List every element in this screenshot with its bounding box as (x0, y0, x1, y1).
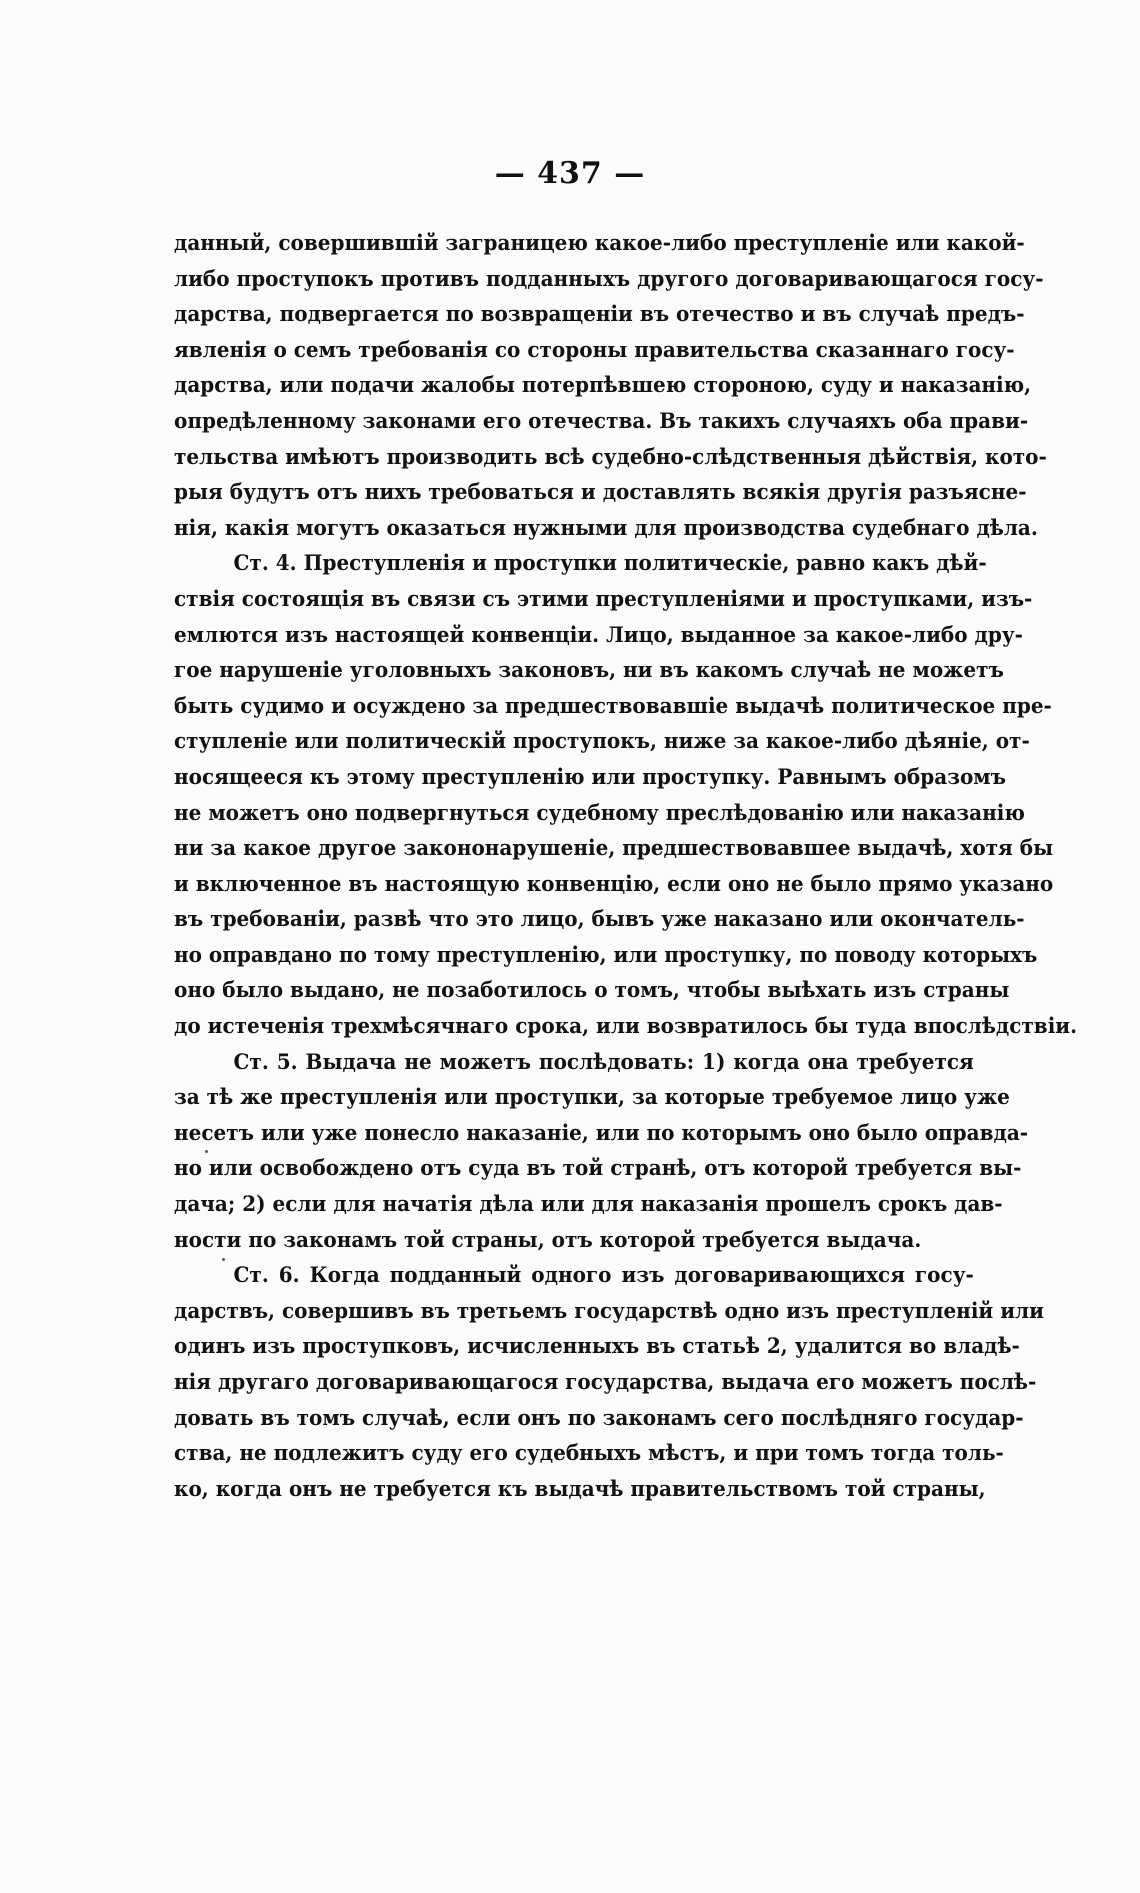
text-line: ства, не подлежитъ суду его судебныхъ мѣстъ, и при томъ тогда толь- (174, 1441, 1004, 1467)
text-line: до истеченія трехмѣсячнаго срока, или возвратилось бы туда впослѣдствіи. (174, 1014, 1078, 1040)
text-line: носящееся къ этому преступленію или проступку. Равнымъ образомъ (174, 764, 1007, 790)
paper-speck (205, 1150, 208, 1153)
text-line: въ требованіи, развѣ что это лицо, бывъ уже наказано или окончатель- (174, 907, 1025, 933)
text-line: довать въ томъ случаѣ, если онъ по законамъ сего послѣдняго государ- (174, 1405, 1024, 1431)
text-line: оно было выдано, не позаботилось о томъ, чтобы выѣхать изъ страны (174, 978, 1010, 1004)
page-number: — 437 — (494, 156, 646, 191)
text-line: и включенное въ настоящую конвенцію, если оно не было прямо указано (174, 871, 1054, 897)
text-line: нія другаго договаривающагося государства, выдача его можетъ послѣ- (174, 1370, 1037, 1395)
text-line: дача; 2) если для начатія дѣла или для наказанія прошелъ срокъ дав- (174, 1192, 1003, 1218)
text-line: но оправдано по тому преступленію, или проступку, по поводу которыхъ (174, 942, 1038, 968)
text-line: за тѣ же преступленія или проступки, за которые требуемое лицо уже (174, 1085, 1010, 1111)
text-line: нія, какія могутъ оказаться нужными для производства судебнаго дѣла. (174, 515, 1038, 541)
text-line: ступленіе или политическій проступокъ, ниже за какое-либо дѣяніе, от- (174, 729, 1030, 755)
text-line: Ст. 4. Преступленія и проступки политическіе, равно какъ дѣй- (233, 551, 987, 577)
text-line: одинъ изъ проступковъ, исчисленныхъ въ статьѣ 2, удалится во владѣ- (174, 1334, 1020, 1360)
text-line: Ст. 5. Выдача не можетъ послѣдовать: 1) когда она требуется (233, 1049, 974, 1075)
text-line: явленія о семъ требованія со стороны правительства сказаннаго госу- (174, 337, 1015, 363)
text-line: несетъ или уже понесло наказаніе, или по которымъ оно было оправда- (174, 1120, 1029, 1146)
paper-speck (222, 1258, 225, 1261)
text-line: данный, совершившій заграницею какое-либо преступленіе или какой- (174, 231, 1025, 256)
text-line: не можетъ оно подвергнуться судебному преслѣдованію или наказанію (174, 800, 1025, 826)
text-line: тельства имѣютъ производить всѣ судебно-слѣдственныя дѣйствія, кото- (174, 444, 1047, 470)
text-line: ко, когда онъ не требуется къ выдачѣ правительствомъ той страны, (174, 1476, 986, 1502)
text-line: либо проступокъ противъ подданныхъ другого договаривающагося госу- (174, 266, 1044, 292)
text-line: рыя будутъ отъ нихъ требоваться и доставлять всякія другія разъясне- (174, 480, 1027, 506)
text-line: быть судимо и осуждено за предшествовавшіе выдачѣ политическое пре- (174, 693, 1052, 719)
body-text (174, 226, 1078, 1507)
text-line: ности по законамъ той страны, отъ которой требуется выдача. (174, 1227, 922, 1253)
text-line: но или освобождено отъ суда въ той странѣ, отъ которой требуется вы- (174, 1156, 1022, 1182)
text-line: дарства, или подачи жалобы потерпѣвшею стороною, суду и наказанію, (174, 373, 1032, 399)
text-line: опредѣленному законами его отечества. Въ такихъ случаяхъ оба прави- (174, 408, 1029, 434)
text-line: ствія состоящія въ связи съ этими преступленіями и проступками, изъ- (174, 586, 1033, 612)
text-line: Ст. 6. Когда подданный одного изъ договаривающихся госу- (233, 1263, 974, 1289)
text-line: ни за какое другое закононарушеніе, предшествовавшее выдачѣ, хотя бы (174, 836, 1054, 862)
text-line: дарствъ, совершивъ въ третьемъ государствѣ одно изъ преступленій или (174, 1298, 1044, 1324)
text-line: гое нарушеніе уголовныхъ законовъ, ни въ какомъ случаѣ не можетъ (174, 658, 1004, 684)
text-line: дарства, подвергается по возвращеніи въ отечество и въ случаѣ предъ- (174, 302, 1025, 328)
text-line: емлются изъ настоящей конвенціи. Лицо, выданное за какое-либо дру- (174, 622, 1023, 648)
